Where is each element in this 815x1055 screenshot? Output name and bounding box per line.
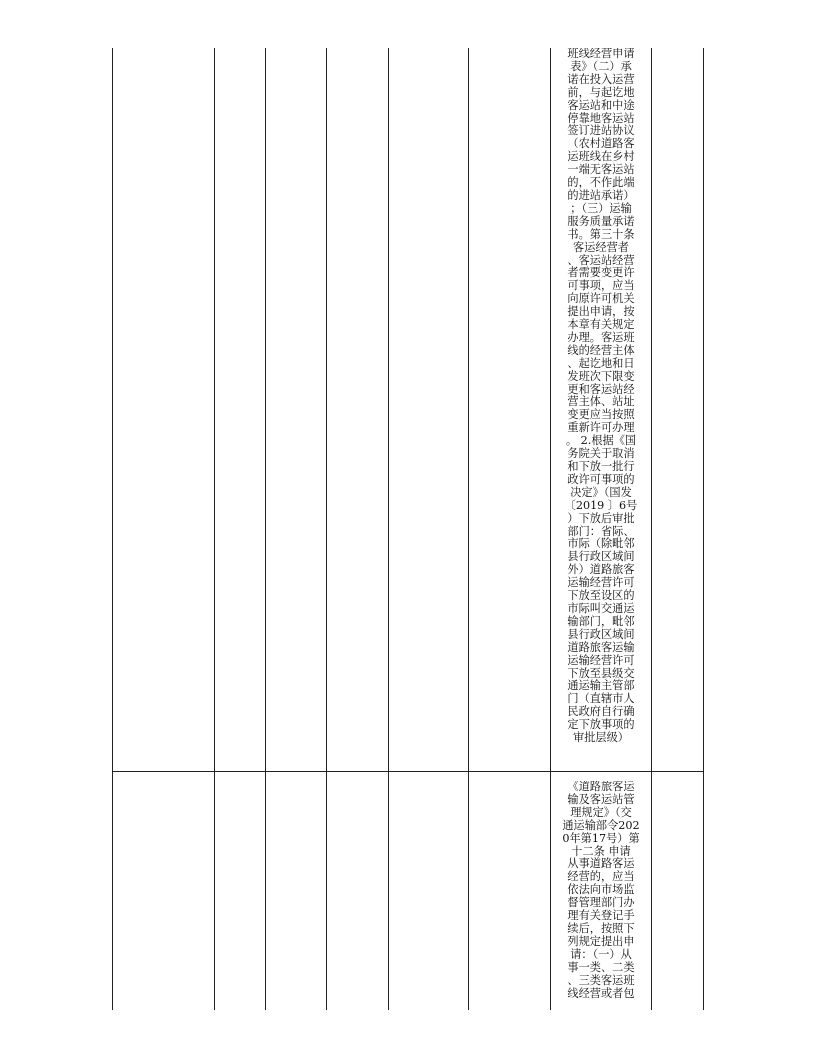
legal-basis-line: 服务质量承诺 [567, 214, 635, 228]
legal-basis-line: 通运输主管部 [567, 679, 635, 693]
legal-basis-line: 、客运站经营 [567, 253, 635, 267]
legal-basis-line: 道路旅客运输 [567, 640, 635, 654]
legal-basis-line: 输及客运站管 [567, 792, 635, 806]
legal-basis-line: 表》（二）承 [570, 59, 632, 73]
column-border [388, 48, 389, 1010]
legal-basis-line: 督管理部门办 [567, 896, 635, 910]
column-border [703, 48, 704, 1010]
column-border [214, 48, 215, 1010]
legal-basis-line: 下放至县级交 [567, 666, 635, 680]
legal-basis-line: （农村道路客 [567, 137, 635, 151]
column-border [550, 48, 551, 1010]
legal-basis-line: 客运站和中途 [567, 98, 635, 112]
legal-basis-line: 一端无客运站 [567, 163, 635, 177]
legal-basis-line: 书。第三十条 [567, 227, 635, 241]
legal-basis-line: 的进站承诺） [567, 188, 635, 202]
legal-basis-line: 列规定提出申 [567, 934, 635, 948]
legal-basis-line: 客运经营者 [573, 240, 629, 254]
legal-basis-line: 外）道路旅客 [567, 563, 635, 577]
legal-basis-line: 办理。客运班 [567, 330, 635, 344]
legal-basis-line: 市际叫交通运 [567, 601, 635, 615]
legal-basis-line: 运班线在乡村 [567, 150, 635, 164]
legal-basis-line: 〔2019 〕6号 [564, 498, 638, 512]
legal-basis-line: 续后，按照下 [567, 921, 635, 935]
legal-basis-line: 者需要变更许 [567, 266, 635, 280]
legal-basis-line: ）下放后审批 [567, 511, 635, 525]
legal-basis-line: 决定》（国发 [570, 485, 632, 499]
legal-basis-line: 请：（一）从 [570, 947, 632, 961]
legal-basis-line: 、起讫地和日 [567, 356, 635, 370]
legal-basis-line: 务院关于取消 [567, 447, 635, 461]
legal-basis-line: 县行政区域间 [567, 550, 635, 564]
legal-basis-line: 输部门，毗邻 [567, 614, 635, 628]
legal-basis-line: 。 2.根据《国 [565, 434, 637, 448]
legal-basis-line: 民政府自行确 [567, 705, 635, 719]
legal-basis-line: 的，不作此端 [567, 176, 635, 190]
legal-basis-line: 门（直辖市人 [567, 692, 635, 706]
legal-basis-line: 前，与起讫地 [567, 85, 635, 99]
legal-basis-line: 变更应当按照 [567, 408, 635, 422]
legal-basis-line: 理有关登记手 [567, 909, 635, 923]
legal-basis-line: 更和客运站经 [567, 382, 635, 396]
legal-basis-line: 审批层级） [573, 731, 629, 745]
legal-basis-line: 部门：省际、 [567, 524, 635, 538]
legal-basis-line: 事一类、二类 [567, 960, 635, 974]
column-border [112, 48, 113, 1010]
legal-basis-line: 可事项，应当 [567, 279, 635, 293]
legal-basis-line: 本章有关规定 [567, 318, 635, 332]
legal-basis-line: 经营的，应当 [567, 870, 635, 884]
legal-basis-line: 县行政区域间 [567, 627, 635, 641]
legal-basis-line: 提出申请，按 [567, 305, 635, 319]
legal-basis-line: 营主体、站址 [567, 395, 635, 409]
legal-basis-line: 重新许可办理 [567, 421, 635, 435]
legal-basis-line: 市际（除毗邻 [567, 537, 635, 551]
column-border [468, 48, 469, 1010]
legal-basis-line: 十二条 申请 [571, 844, 631, 858]
legal-basis-line: 停靠地客运站 [567, 111, 635, 125]
column-border [265, 48, 266, 1010]
column-border [651, 48, 652, 1010]
legal-basis-cell-row-2 [555, 781, 647, 1000]
legal-basis-line: 向原许可机关 [567, 292, 635, 306]
row-border [112, 771, 704, 772]
legal-basis-line: 运输经营许可 [567, 653, 635, 667]
legal-basis-line: 和下放一批行 [567, 460, 635, 473]
legal-basis-line: 签订进站协议 [567, 124, 635, 138]
legal-basis-line: 依法向市场监 [567, 883, 635, 897]
legal-basis-line: 政许可事项的 [567, 472, 635, 486]
legal-basis-cell-row-1 [555, 48, 647, 745]
legal-basis-line: 、三类客运班 [567, 973, 635, 987]
legal-basis-line: 从事道路客运 [567, 857, 635, 871]
legal-basis-line: 线的经营主体 [567, 343, 635, 357]
legal-basis-line: 下放至设区的 [567, 589, 635, 603]
legal-basis-line: 发班次下限变 [567, 369, 635, 383]
legal-basis-line: 班线经营申请 [567, 48, 635, 60]
legal-basis-line: ；（三）运输 [570, 201, 632, 215]
legal-basis-line: 诺在投入运营 [567, 72, 635, 86]
legal-basis-line: 运输经营许可 [567, 576, 635, 590]
legal-basis-line: 线经营或者包 [567, 986, 635, 1000]
legal-basis-line: 定下放事项的 [567, 718, 635, 732]
legal-basis-line: 理规定》（交 [570, 805, 632, 819]
legal-basis-line: 《道路旅客运 [567, 781, 635, 793]
column-border [326, 48, 327, 1010]
legal-basis-line: 通运输部令202 [562, 818, 640, 832]
legal-basis-line: 0年第17号）第 [562, 831, 640, 845]
